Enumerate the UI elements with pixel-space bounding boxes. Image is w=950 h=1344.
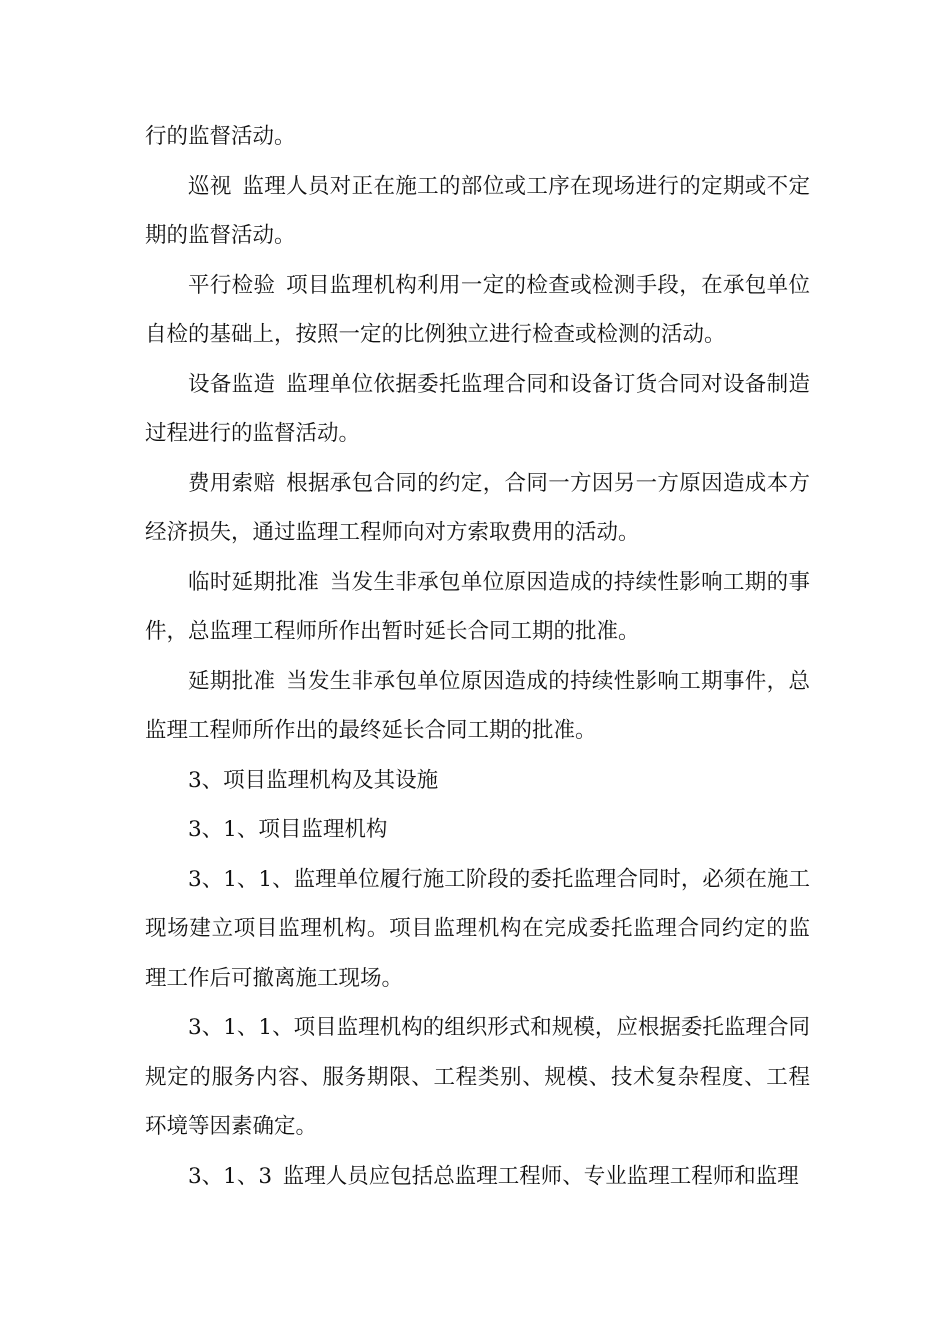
clause-3-1-1-a [145,855,810,1004]
paragraph-term: 巡视 [188,173,232,199]
section-heading-3-1 [145,805,810,855]
heading-text: 3、项目监理机构及其设施 [188,767,439,793]
paragraph-continuation [145,112,810,162]
paragraph-term: 平行检验 [188,272,276,298]
paragraph-text: 根据承包合同的约定，合同一方因另一方原因造成本方经济损失，通过监理工程师向对方索取费用的活动。 [145,470,810,545]
paragraph-definition-yanqi-pizhun [145,657,810,756]
paragraph-text: 监理单位依据委托监理合同和设备订货合同对设备制造过程进行的监督活动。 [145,371,810,446]
paragraph-definition-xunshi [145,162,810,261]
paragraph-definition-pingxing-jianyan [145,261,810,360]
paragraph-term: 设备监造 [188,371,276,397]
paragraph-text: 项目监理机构利用一定的检查或检测手段，在承包单位自检的基础上，按照一定的比例独立进行检查或检测的活动。 [145,272,810,347]
document-body [145,112,810,1201]
paragraph-term: 费用索赔 [188,470,276,496]
clause-number: 3、1、3 [188,1163,273,1189]
paragraph-text: 行的监督活动。 [145,124,296,149]
paragraph-text: 监理人员对正在施工的部位或工序在现场进行的定期或不定期的监督活动。 [145,173,810,248]
paragraph-text: 3、1、1、监理单位履行施工阶段的委托监理合同时，必须在施工现场建立项目监理机构。项目监理机构在完成委托监理合同约定的监理工作后可撤离施工现场。 [145,866,810,991]
section-heading-3 [145,756,810,806]
paragraph-definition-feiyong-suopei [145,459,810,558]
paragraph-text: 3、1、1、项目监理机构的组织形式和规模，应根据委托监理合同规定的服务内容、服务期限、工程类别、规模、技术复杂程度、工程环境等因素确定。 [145,1015,810,1139]
paragraph-text: 当发生非承包单位原因造成的持续性影响工期的事件，总监理工程师所作出暂时延长合同工期的批准。 [145,569,810,644]
clause-3-1-1-b [145,1003,810,1152]
paragraph-definition-linshi-yanqi [145,558,810,657]
heading-text: 3、1、项目监理机构 [188,817,388,842]
paragraph-term: 延期批准 [188,668,276,694]
paragraph-term: 临时延期批准 [188,569,320,595]
paragraph-definition-shebei-jianzao [145,360,810,459]
paragraph-text: 当发生非承包单位原因造成的持续性影响工期事件，总监理工程师所作出的最终延长合同工期的批准。 [145,668,810,743]
clause-3-1-3 [145,1152,810,1202]
paragraph-text: 监理人员应包括总监理工程师、专业监理工程师和监理 [282,1163,799,1189]
